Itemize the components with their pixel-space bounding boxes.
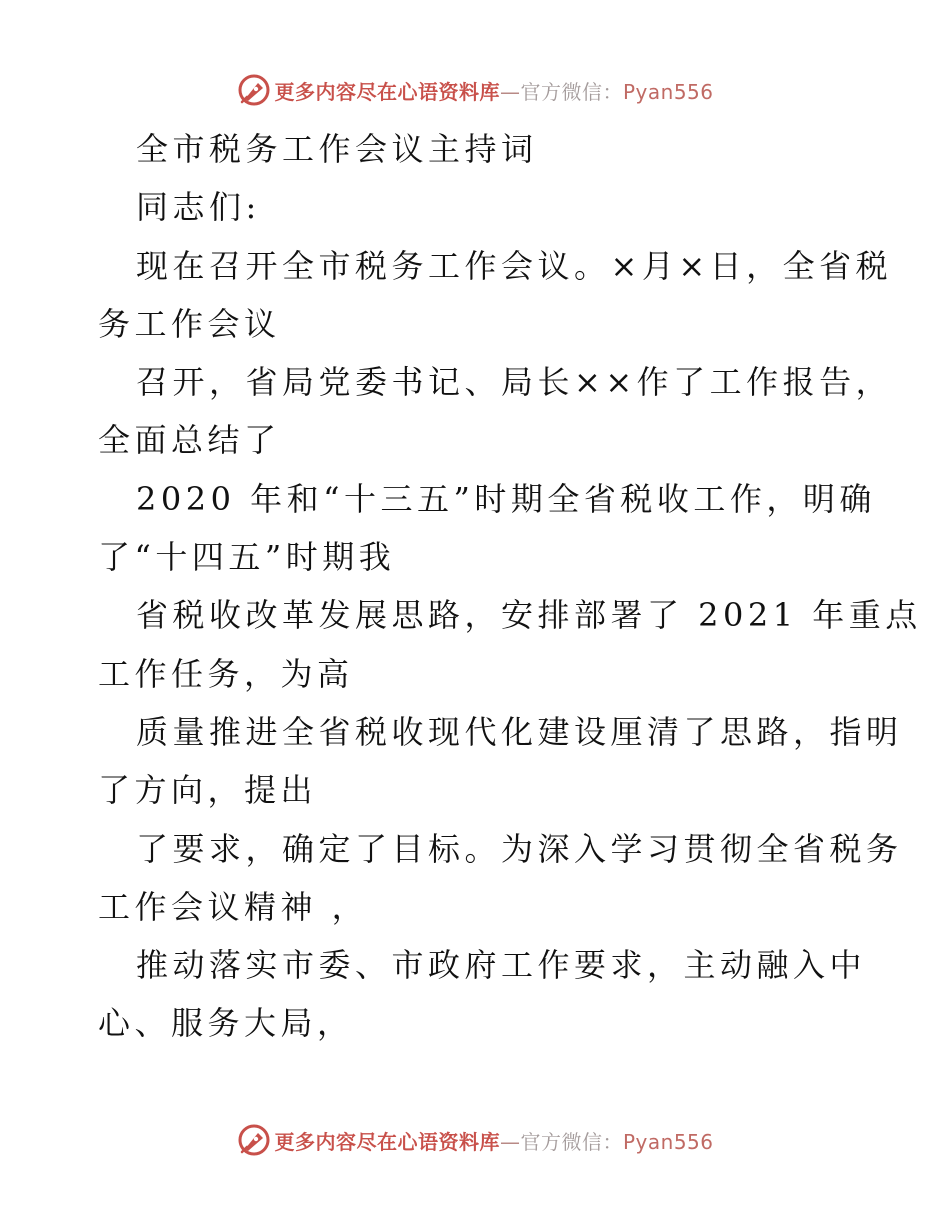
text-line: 工作任务，为高 [98, 654, 354, 693]
watermark-wechat-id: Pyan556 [622, 1129, 714, 1154]
footer-watermark [0, 1118, 950, 1162]
watermark-sub-text: 官方微信： [520, 79, 623, 104]
text-line: 召开，省局党委书记、局长××作了工作报告， [136, 363, 893, 402]
text-line: 推动落实市委、市政府工作要求，主动融入中 [136, 946, 867, 985]
text-line: 全面总结了 [98, 421, 281, 460]
text-line: 了方向，提出 [98, 771, 318, 810]
text-line: 心、服务大局， [98, 1004, 354, 1043]
text-line: 务工作会议 [98, 304, 281, 343]
watermark-dash: — [499, 1129, 521, 1154]
pen-nib-logo-icon [236, 72, 272, 108]
document-body [98, 120, 922, 1053]
watermark-sub-text: 官方微信： [520, 1129, 623, 1154]
text-line: 质量推进全省税收现代化建设厘清了思路，指明 [136, 712, 903, 751]
text-line: 2020 年和“十三五”时期全省税收工作，明确 [136, 479, 876, 518]
header-watermark [0, 68, 950, 112]
text-line: 工作会议精神 ， [98, 887, 369, 926]
watermark-wechat-id: Pyan556 [622, 79, 714, 104]
pen-nib-logo-icon [236, 1122, 272, 1158]
salutation: 同志们: [136, 188, 261, 227]
watermark-dash: — [499, 79, 521, 104]
text-line: 省税收改革发展思路，安排部署了 2021 年重点 [136, 596, 922, 635]
document-title: 全市税务工作会议主持词 [136, 130, 538, 168]
text-line: 了“十四五”时期我 [98, 538, 396, 577]
text-line: 了要求，确定了目标。为深入学习贯彻全省税务 [136, 829, 903, 868]
watermark-main-text: 更多内容尽在心语资料库 [274, 79, 500, 104]
watermark-main-text: 更多内容尽在心语资料库 [274, 1129, 500, 1154]
text-line: 现在召开全市税务工作会议。×月×日，全省税 [136, 246, 893, 285]
